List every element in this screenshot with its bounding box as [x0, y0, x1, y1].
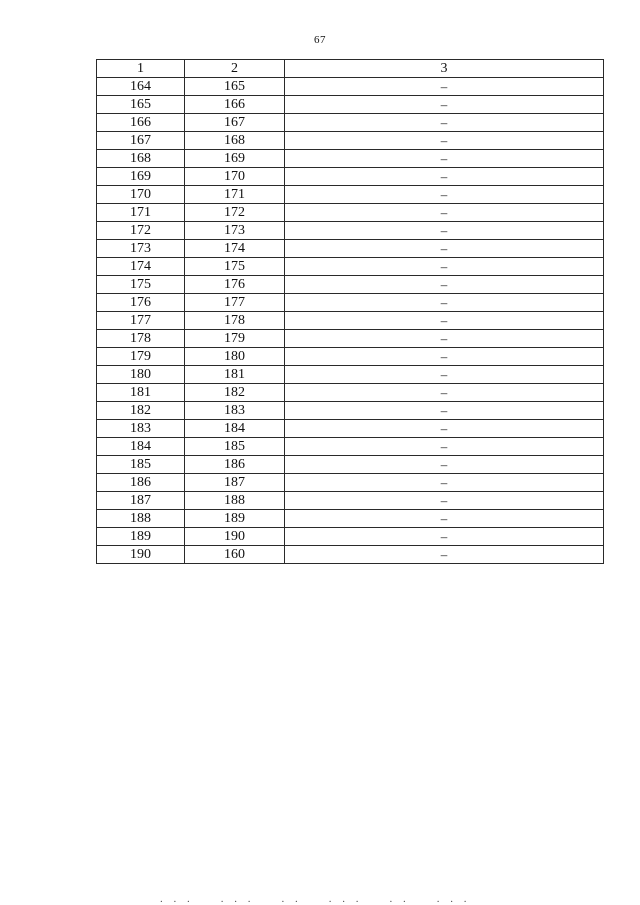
- table-cell-col-3: –: [285, 438, 604, 456]
- table-cell-col-2: 185: [185, 438, 285, 456]
- table-cell-col-1: 186: [97, 474, 185, 492]
- table-cell-col-3: –: [285, 78, 604, 96]
- table-cell-col-1: 178: [97, 330, 185, 348]
- table-cell-col-2: 188: [185, 492, 285, 510]
- table-row: [97, 312, 604, 330]
- data-table: [96, 59, 604, 564]
- table-row: [97, 510, 604, 528]
- table-cell-col-3: –: [285, 456, 604, 474]
- table-cell-col-3: –: [285, 402, 604, 420]
- table-cell-col-1: 183: [97, 420, 185, 438]
- table-cell-col-2: 174: [185, 240, 285, 258]
- table-cell-col-3: –: [285, 258, 604, 276]
- table-cell-col-2: 184: [185, 420, 285, 438]
- table-cell-col-1: 185: [97, 456, 185, 474]
- table-cell-col-3: –: [285, 132, 604, 150]
- table-row: [97, 492, 604, 510]
- table-cell-col-1: 180: [97, 366, 185, 384]
- table-cell-col-3: –: [285, 330, 604, 348]
- table-cell-col-3: –: [285, 276, 604, 294]
- table-row: [97, 366, 604, 384]
- table-cell-col-1: 177: [97, 312, 185, 330]
- table-cell-col-1: 166: [97, 114, 185, 132]
- table-cell-col-2: 177: [185, 294, 285, 312]
- column-header-2: 2: [185, 60, 285, 78]
- table-row: [97, 258, 604, 276]
- table-header: [97, 60, 604, 78]
- table-cell-col-2: 181: [185, 366, 285, 384]
- table-cell-col-3: –: [285, 348, 604, 366]
- table-cell-col-2: 179: [185, 330, 285, 348]
- table-row: [97, 114, 604, 132]
- footer-scan-artifact: . . . . . . . . . . . . . . . .: [160, 893, 471, 905]
- table-cell-col-1: 168: [97, 150, 185, 168]
- table-cell-col-2: 178: [185, 312, 285, 330]
- table-cell-col-3: –: [285, 186, 604, 204]
- table-body: [97, 78, 604, 564]
- table-row: [97, 402, 604, 420]
- table-cell-col-1: 187: [97, 492, 185, 510]
- table-row: [97, 528, 604, 546]
- table-cell-col-1: 172: [97, 222, 185, 240]
- table-cell-col-1: 169: [97, 168, 185, 186]
- table-cell-col-1: 181: [97, 384, 185, 402]
- table-row: [97, 96, 604, 114]
- table-row: [97, 456, 604, 474]
- table-cell-col-1: 179: [97, 348, 185, 366]
- table-cell-col-3: –: [285, 312, 604, 330]
- table-row: [97, 546, 604, 564]
- table-cell-col-2: 189: [185, 510, 285, 528]
- table-cell-col-3: –: [285, 420, 604, 438]
- table-row: [97, 438, 604, 456]
- table-cell-col-1: 188: [97, 510, 185, 528]
- table-row: [97, 294, 604, 312]
- table-cell-col-2: 173: [185, 222, 285, 240]
- table-row: [97, 132, 604, 150]
- table-cell-col-3: –: [285, 384, 604, 402]
- table-cell-col-2: 172: [185, 204, 285, 222]
- table-row: [97, 222, 604, 240]
- table-cell-col-3: –: [285, 204, 604, 222]
- table-cell-col-1: 174: [97, 258, 185, 276]
- table-cell-col-2: 183: [185, 402, 285, 420]
- table-cell-col-2: 165: [185, 78, 285, 96]
- table-cell-col-2: 171: [185, 186, 285, 204]
- table-cell-col-3: –: [285, 222, 604, 240]
- table-cell-col-2: 180: [185, 348, 285, 366]
- table-row: [97, 384, 604, 402]
- table-cell-col-2: 169: [185, 150, 285, 168]
- table-cell-col-1: 190: [97, 546, 185, 564]
- table-cell-col-1: 171: [97, 204, 185, 222]
- table-cell-col-3: –: [285, 96, 604, 114]
- table-cell-col-1: 167: [97, 132, 185, 150]
- table-row: [97, 78, 604, 96]
- table-cell-col-2: 168: [185, 132, 285, 150]
- table-row: [97, 150, 604, 168]
- table-cell-col-3: –: [285, 114, 604, 132]
- table-row: [97, 186, 604, 204]
- table-cell-col-3: –: [285, 366, 604, 384]
- table-cell-col-2: 175: [185, 258, 285, 276]
- table-row: [97, 348, 604, 366]
- table-cell-col-2: 176: [185, 276, 285, 294]
- table-cell-col-3: –: [285, 492, 604, 510]
- table-row: [97, 276, 604, 294]
- table-cell-col-3: –: [285, 168, 604, 186]
- table-cell-col-2: 187: [185, 474, 285, 492]
- table-cell-col-3: –: [285, 294, 604, 312]
- table-cell-col-3: –: [285, 510, 604, 528]
- table-row: [97, 330, 604, 348]
- table-cell-col-3: –: [285, 474, 604, 492]
- table-cell-col-1: 170: [97, 186, 185, 204]
- table-cell-col-1: 173: [97, 240, 185, 258]
- table-cell-col-2: 182: [185, 384, 285, 402]
- table-cell-col-3: –: [285, 528, 604, 546]
- table-cell-col-1: 184: [97, 438, 185, 456]
- table-cell-col-1: 176: [97, 294, 185, 312]
- table-cell-col-3: –: [285, 546, 604, 564]
- table-cell-col-3: –: [285, 240, 604, 258]
- table-row: [97, 240, 604, 258]
- table-cell-col-1: 182: [97, 402, 185, 420]
- table-cell-col-2: 166: [185, 96, 285, 114]
- column-header-3: 3: [285, 60, 604, 78]
- table-cell-col-2: 167: [185, 114, 285, 132]
- table-row: [97, 204, 604, 222]
- table-row: [97, 168, 604, 186]
- column-header-1: 1: [97, 60, 185, 78]
- table-row: [97, 420, 604, 438]
- table-cell-col-2: 170: [185, 168, 285, 186]
- page-number: 67: [314, 34, 326, 46]
- table-cell-col-1: 189: [97, 528, 185, 546]
- table-cell-col-1: 164: [97, 78, 185, 96]
- table-cell-col-2: 160: [185, 546, 285, 564]
- table-cell-col-3: –: [285, 150, 604, 168]
- table-cell-col-1: 165: [97, 96, 185, 114]
- table-cell-col-1: 175: [97, 276, 185, 294]
- table-cell-col-2: 190: [185, 528, 285, 546]
- table-row: [97, 474, 604, 492]
- table-cell-col-2: 186: [185, 456, 285, 474]
- header-row: [97, 60, 604, 78]
